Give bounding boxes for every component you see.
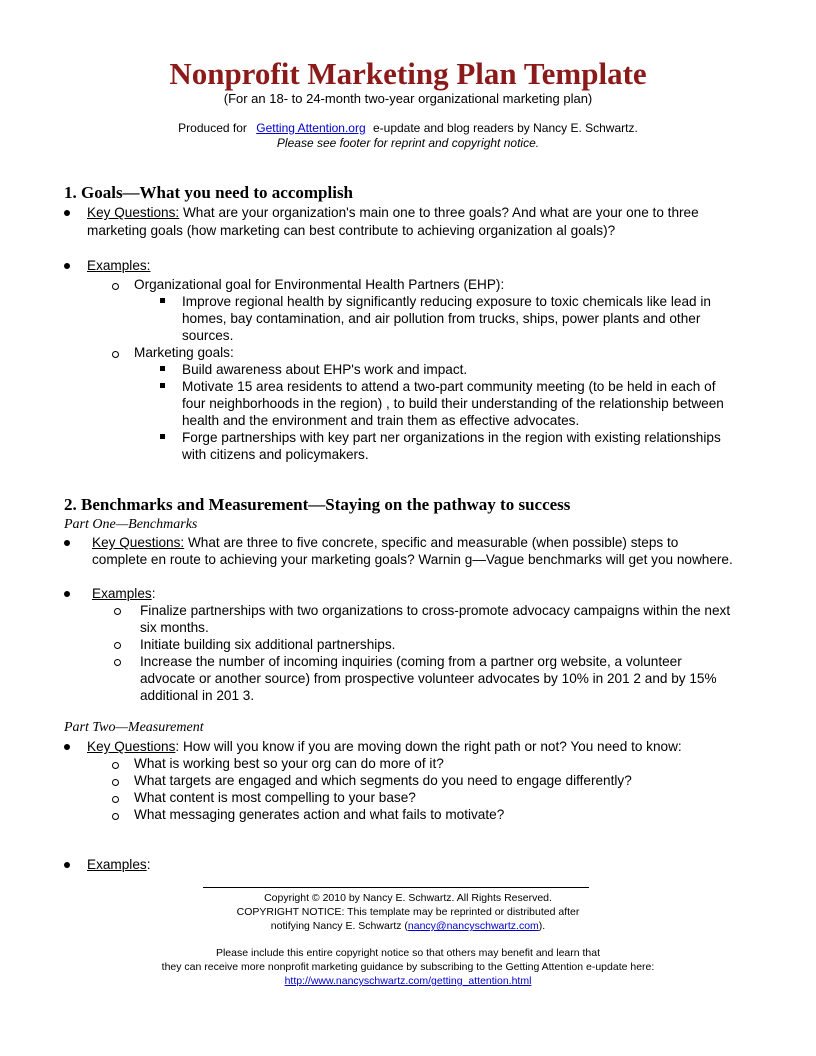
p2-key-questions [87,738,682,755]
circle-bullet-icon [112,796,119,803]
circle-bullet-icon [114,659,121,666]
square-bullet-icon [160,298,165,303]
footer-include-line1: Please include this entire copyright notice so that others may benefit and learn that [215,947,601,959]
p1-example2: Initiate building six additional partnerships. [140,637,396,652]
s1-mkt-item2-line3: health and the environment and train them as effective advocates. [182,413,580,428]
s1-mkt-item1: Build awareness about EHP's work and impact. [182,362,468,377]
bullet-icon [64,263,70,269]
s1-key-questions-label: Key Questions: [87,205,180,220]
footer-include-line2: they can receive more nonprofit marketing guidance by subscribing to the Getting Attention e-update here: [161,961,655,973]
p2-key-questions-text: : How will you know if you are moving down the right path or not? You need to know: [175,739,682,754]
s1-org-goal-item-line3: sources. [182,328,234,343]
p2-examples-label: Examples: [87,857,151,872]
part-two-title: Part Two—Measurement [64,720,204,735]
section-1-heading: 1. Goals—What you need to accomplish [64,183,354,202]
p1-key-questions-line1 [92,534,678,551]
circle-bullet-icon [112,779,119,786]
footer-url-line [0,975,816,989]
getting-attention-link[interactable]: Getting Attention.org [256,121,366,135]
produced-suffix: e-update and blog readers by Nancy E. Schwartz. [372,121,638,135]
bullet-icon [64,591,70,597]
s1-mkt-item3-line2: with citizens and policymakers. [182,447,369,462]
circle-bullet-icon [114,642,121,649]
p2-question4: What messaging generates action and what fails to motivate? [134,807,505,822]
circle-bullet-icon [112,762,119,769]
bullet-icon [64,862,70,868]
s1-examples-label: Examples: [87,258,151,273]
document-title: Nonprofit Marketing Plan Template [169,56,647,91]
footer-notice-line2: notifying Nancy E. Schwartz (nancy@nancyschwartz.com). [270,920,546,932]
footer-divider [203,887,589,888]
footer-copyright: Copyright © 2010 by Nancy E. Schwartz. All Rights Reserved. [264,892,552,904]
footer-notice-line1: COPYRIGHT NOTICE: This template may be reprinted or distributed after [236,906,580,918]
part-one-title: Part One—Benchmarks [64,517,198,532]
p1-examples-label: Examples: [92,586,156,601]
square-bullet-icon [160,383,165,388]
p1-key-questions-line2: complete en route to achieving your marketing goals? Warnin g—Vague benchmarks will get you nowhere. [92,552,733,567]
square-bullet-icon [160,366,165,371]
p1-example1-line2: six months. [140,620,209,635]
circle-bullet-icon [112,351,119,358]
circle-bullet-icon [114,608,121,615]
p2-question2: What targets are engaged and which segments do you need to engage differently? [134,773,632,788]
produced-prefix: Produced for [178,121,247,135]
s1-org-goal-item-line2: homes, bay contamination, and air pollution from trucks, ships, power plants and other [182,311,701,326]
s1-key-questions-line2: marketing goals (how marketing can best contribute to achieving organization al goals)? [87,223,616,238]
p1-example1-line1: Finalize partnerships with two organizations to cross-promote advocacy campaigns within the next [140,603,731,618]
bullet-icon [64,540,70,546]
s1-key-questions-text: What are your organization's main one to three goals? And what are your one to three [179,205,699,220]
p1-example3-line1: Increase the number of incoming inquiries (coming from a partner org website, a volunteer [140,654,682,669]
produced-line [0,121,816,136]
p2-question1: What is working best so your org can do more of it? [134,756,444,771]
circle-bullet-icon [112,813,119,820]
s1-org-goal: Organizational goal for Environmental Health Partners (EHP): [134,277,505,292]
s1-mkt-item2-line1: Motivate 15 area residents to attend a two-part community meeting (to be held in each of [182,379,716,394]
s1-key-questions-line1 [87,204,699,221]
bullet-icon [64,744,70,750]
s1-org-goal-item-line1: Improve regional health by significantly reducing exposure to toxic chemicals like lead in [182,294,711,309]
p1-key-questions-label: Key Questions: [92,535,185,550]
bullet-icon [64,210,70,216]
p1-key-questions-text: What are three to five concrete, specific and measurable (when possible) steps to [184,535,679,550]
s1-marketing-goals: Marketing goals: [134,345,234,360]
p2-question3: What content is most compelling to your base? [134,790,416,805]
reprint-note: Please see footer for reprint and copyright notice. [276,136,540,150]
s1-mkt-item2-line2: four neighborhoods in the region) , to build their understanding of the relationship between [182,396,724,411]
p2-key-questions-label: Key Questions [87,739,176,754]
s1-mkt-item3-line1: Forge partnerships with key part ner organizations in the region with existing relationships [182,430,721,445]
document-subtitle: (For an 18- to 24-month two-year organizational marketing plan) [223,91,593,106]
section-2-heading: 2. Benchmarks and Measurement—Staying on the pathway to success [64,495,571,514]
p1-example3-line3: additional in 201 3. [140,688,255,703]
footer-email-link[interactable]: nancy@nancyschwartz.com [407,920,539,932]
footer-url-link[interactable]: http://www.nancyschwartz.com/getting_attention.html [284,975,532,987]
square-bullet-icon [160,434,165,439]
p1-example3-line2: advocate or another source) from prospective volunteer advocates by 10% in 201 2 and by 15% [140,671,717,686]
circle-bullet-icon [112,283,119,290]
